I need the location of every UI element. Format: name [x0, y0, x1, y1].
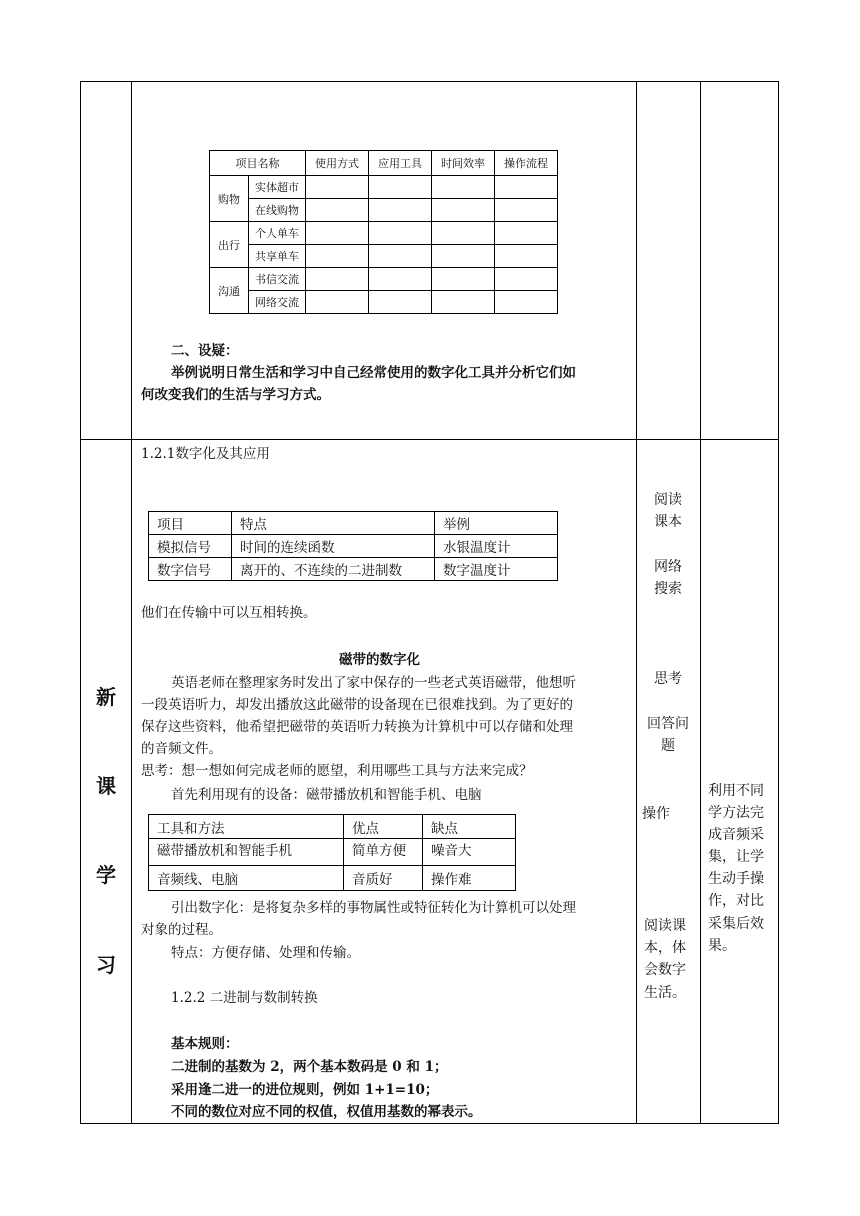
- item-cell: 共享单车: [249, 245, 306, 268]
- table-cell: [369, 222, 432, 245]
- table-cell: 数字温度计: [435, 558, 558, 581]
- activity-text: 操作: [642, 806, 670, 822]
- first-use-text: 首先利用现有的设备：磁带播放机和智能手机、电脑: [171, 787, 482, 803]
- design-intent-text: 果。: [708, 938, 736, 954]
- category-cell: 沟通: [210, 268, 249, 314]
- item-cell: 个人单车: [249, 222, 306, 245]
- table-header-row: [149, 512, 558, 535]
- row-label-char: 习: [96, 953, 116, 977]
- table-cell: 离开的、不连续的二进制数: [232, 558, 435, 581]
- case-paragraph-line: 保存这些资料，他希望把磁带的英语听力转换为计算机中可以存储和处理: [141, 719, 573, 735]
- table-row: [149, 866, 516, 891]
- table-header-cell: 工具和方法: [149, 815, 344, 839]
- activity-text: 阅读课: [644, 918, 686, 934]
- item-cell: 网络交流: [249, 291, 306, 314]
- item-cell: 书信交流: [249, 268, 306, 291]
- col-border-1: [80, 81, 81, 1124]
- design-intent-text: 采集后效: [708, 916, 764, 932]
- table-header-cell: 项目名称: [210, 151, 306, 176]
- table-row: [149, 839, 516, 866]
- table-cell: [432, 245, 495, 268]
- table-cell: [495, 245, 558, 268]
- table-cell: [369, 291, 432, 314]
- section-two-heading: 二、设疑：: [171, 343, 239, 359]
- item-cell: 实体超市: [249, 176, 306, 199]
- comparison-table: [209, 150, 558, 314]
- digitize-line: 对象的过程。: [141, 922, 222, 938]
- digitize-line: 引出数字化：是将复杂多样的事物属性或特征转化为计算机可以处理: [171, 900, 576, 916]
- section-two-line2: 何改变我们的生活与学习方式。: [141, 387, 330, 403]
- table-cell: 模拟信号: [149, 535, 232, 558]
- case-title: 磁带的数字化: [339, 652, 420, 668]
- table-header-cell: 特点: [232, 512, 435, 535]
- table-row: [210, 222, 558, 245]
- think-question: 思考：想一想如何完成老师的愿望，利用哪些工具与方法来完成？: [141, 763, 533, 779]
- table-header-cell: 时间效率: [432, 151, 495, 176]
- activity-text: 题: [661, 738, 675, 754]
- table-cell: [369, 199, 432, 222]
- rules-title: 基本规则：: [171, 1036, 239, 1052]
- table-cell: [432, 222, 495, 245]
- table-cell: 操作难: [423, 866, 516, 891]
- col-border-4: [700, 81, 701, 1124]
- section-two-line1: 举例说明日常生活和学习中自己经常使用的数字化工具并分析它们如: [171, 365, 576, 381]
- section-title-122: 1.2.2 二进制与数制转换: [171, 990, 318, 1006]
- table-cell: [495, 268, 558, 291]
- col-border-5: [778, 81, 779, 1124]
- table-cell: [369, 245, 432, 268]
- table-cell: [432, 268, 495, 291]
- table-cell: [495, 176, 558, 199]
- activity-text: 课本: [654, 514, 682, 530]
- activity-text: 阅读: [654, 492, 682, 508]
- rule-line: 不同的数位对应不同的权值，权值用基数的幂表示。: [171, 1104, 482, 1120]
- col-border-2: [131, 81, 132, 1124]
- design-intent-text: 生动手操: [708, 871, 764, 887]
- table-cell: [306, 245, 369, 268]
- table-cell: [306, 222, 369, 245]
- table-header-cell: 缺点: [423, 815, 516, 839]
- table-cell: 音频线、电脑: [149, 866, 344, 891]
- table-cell: [495, 291, 558, 314]
- table-cell: [369, 176, 432, 199]
- features-text: 特点：方便存储、处理和传输。: [171, 945, 360, 961]
- table-row: [210, 176, 558, 199]
- table-header-row: [210, 151, 558, 176]
- table-cell: 磁带播放机和智能手机: [149, 839, 344, 866]
- rule-line: 二进制的基数为 2，两个基本数码是 0 和 1；: [171, 1059, 448, 1075]
- table-header-cell: 项目: [149, 512, 232, 535]
- design-intent-text: 成音频采: [708, 827, 764, 843]
- activity-text: 回答问: [647, 716, 689, 732]
- table-cell: [306, 199, 369, 222]
- table-cell: [432, 176, 495, 199]
- activity-text: 会数字: [644, 962, 686, 978]
- category-cell: 购物: [210, 176, 249, 222]
- table-cell: [306, 291, 369, 314]
- frame-top-border: [80, 81, 779, 82]
- table-header-cell: 使用方式: [306, 151, 369, 176]
- case-paragraph-line: 的音频文件。: [141, 741, 222, 757]
- tools-table: [148, 814, 516, 891]
- table-row: [149, 535, 558, 558]
- table-cell: [306, 176, 369, 199]
- table-row: [210, 245, 558, 268]
- frame-bottom-border: [80, 1123, 779, 1124]
- col-border-3: [636, 81, 637, 1124]
- design-intent-text: 学方法完: [708, 805, 764, 821]
- table-cell: [495, 222, 558, 245]
- table-row: [210, 291, 558, 314]
- activity-text: 搜索: [654, 581, 682, 597]
- activity-text: 思考: [654, 671, 682, 687]
- design-intent-text: 作，对比: [708, 893, 764, 909]
- table-cell: [369, 268, 432, 291]
- table-cell: [495, 199, 558, 222]
- table-header-cell: 举例: [435, 512, 558, 535]
- row-label-char: 新: [96, 685, 116, 709]
- case-paragraph-line: 一段英语听力，却发出播放这此磁带的设备现在已很难找到。为了更好的: [141, 697, 573, 713]
- table-header-row: [149, 815, 516, 839]
- section-title-121: 1.2.1数字化及其应用: [141, 446, 270, 462]
- table-row: [210, 268, 558, 291]
- case-paragraph-line: 英语老师在整理家务时发出了家中保存的一些老式英语磁带，他想听: [171, 675, 576, 691]
- table-cell: 简单方便: [344, 839, 423, 866]
- table-cell: [432, 199, 495, 222]
- row-label-char: 学: [96, 863, 116, 887]
- rule-line: 采用逢二进一的进位规则，例如 1+1=10；: [171, 1082, 439, 1098]
- table-cell: 水银温度计: [435, 535, 558, 558]
- table-cell: 时间的连续函数: [232, 535, 435, 558]
- table-cell: 噪音大: [423, 839, 516, 866]
- item-cell: 在线购物: [249, 199, 306, 222]
- table-cell: [432, 291, 495, 314]
- convert-text: 他们在传输中可以互相转换。: [141, 605, 317, 621]
- design-intent-text: 集，让学: [708, 849, 764, 865]
- signal-table: [148, 511, 558, 581]
- row-divider: [80, 439, 779, 440]
- table-cell: 音质好: [344, 866, 423, 891]
- row-label-char: 课: [96, 774, 116, 798]
- table-header-cell: 操作流程: [495, 151, 558, 176]
- category-cell: 出行: [210, 222, 249, 268]
- activity-text: 本，体: [644, 940, 686, 956]
- table-header-cell: 应用工具: [369, 151, 432, 176]
- table-cell: [306, 268, 369, 291]
- table-row: [210, 199, 558, 222]
- table-cell: 数字信号: [149, 558, 232, 581]
- activity-text: 网络: [654, 559, 682, 575]
- design-intent-text: 利用不同: [708, 783, 764, 799]
- table-row: [149, 558, 558, 581]
- table-header-cell: 优点: [344, 815, 423, 839]
- activity-text: 生活。: [644, 985, 686, 1001]
